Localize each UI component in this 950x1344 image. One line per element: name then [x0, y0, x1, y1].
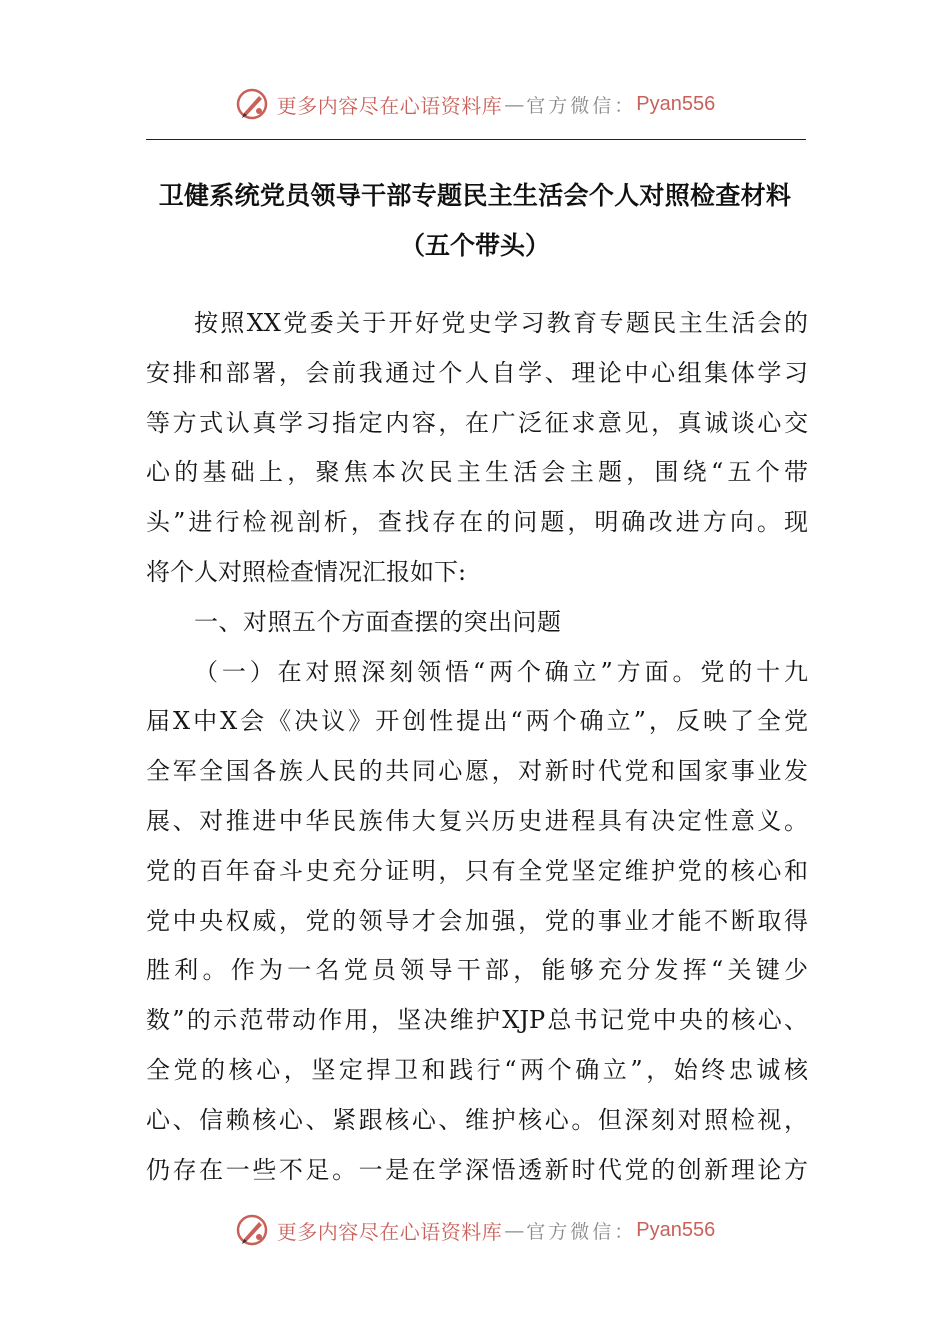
- banner-wechat-label: 官方微信：: [526, 94, 637, 117]
- pen-logo-icon: [235, 1213, 269, 1247]
- body-line: 安排和部署，会前我通过个人自学、理论中心组集体学习: [146, 358, 808, 387]
- section-heading: 一、对照五个方面查摆的突出问题: [194, 607, 562, 636]
- header-divider: [146, 139, 806, 140]
- body-line: 展、对推进中华民族伟大复兴历史进程具有决定性意义。: [146, 806, 808, 835]
- body-line: 胜利。作为一名党员领导干部，能够充分发挥“关键少: [146, 956, 808, 985]
- body-line: 头”进行检视剖析，查找存在的问题，明确改进方向。现: [146, 508, 808, 537]
- body-line: 按照XX党委关于开好党史学习教育专题民主生活会的: [194, 309, 808, 337]
- body-line: 全党的核心，坚定捍卫和践行“两个确立”，始终忠诚核: [146, 1055, 808, 1084]
- body-line: 党的百年奋斗史充分证明，只有全党坚定维护党的核心和: [146, 856, 808, 885]
- document-title: 卫健系统党员领导干部专题民主生活会个人对照检查材料: [158, 181, 792, 210]
- document-subtitle: （五个带头）: [399, 231, 550, 260]
- header-banner: [0, 84, 950, 124]
- banner-wechat-id: Pyan556: [636, 1218, 716, 1241]
- banner-wechat-id: Pyan556: [636, 92, 716, 115]
- body-line: 心、信赖核心、紧跟核心、维护核心。但深刻对照检视，: [146, 1105, 808, 1134]
- body-line: 党中央权威，党的领导才会加强，党的事业才能不断取得: [146, 906, 808, 935]
- body-line: 仍存在一些不足。一是在学深悟透新时代党的创新理论方: [146, 1155, 808, 1184]
- body-line: 全军全国各族人民的共同心愿，对新时代党和国家事业发: [146, 757, 808, 786]
- footer-banner: [0, 1210, 950, 1250]
- banner-dash: —: [504, 92, 525, 116]
- pen-logo-icon: [235, 87, 269, 121]
- body-line: （一）在对照深刻领悟“两个确立”方面。党的十九: [194, 657, 808, 686]
- body-line: 心的基础上，聚焦本次民主生活会主题，围绕“五个带: [146, 458, 808, 487]
- banner-wechat-label: 官方微信：: [526, 1220, 637, 1243]
- banner-text: 更多内容尽在心语资料库: [276, 1219, 503, 1244]
- banner-text: 更多内容尽在心语资料库: [276, 93, 503, 118]
- body-line: 等方式认真学习指定内容，在广泛征求意见，真诚谈心交: [146, 408, 808, 437]
- banner-dash: —: [504, 1218, 525, 1242]
- body-line: 将个人对照检查情况汇报如下:: [146, 557, 467, 586]
- body-line: 数”的示范带动作用，坚决维护XJP总书记党中央的核心、: [146, 1006, 808, 1035]
- body-line: 届X中X会《决议》开创性提出“两个确立”，反映了全党: [146, 707, 808, 736]
- document-body: [146, 299, 808, 1195]
